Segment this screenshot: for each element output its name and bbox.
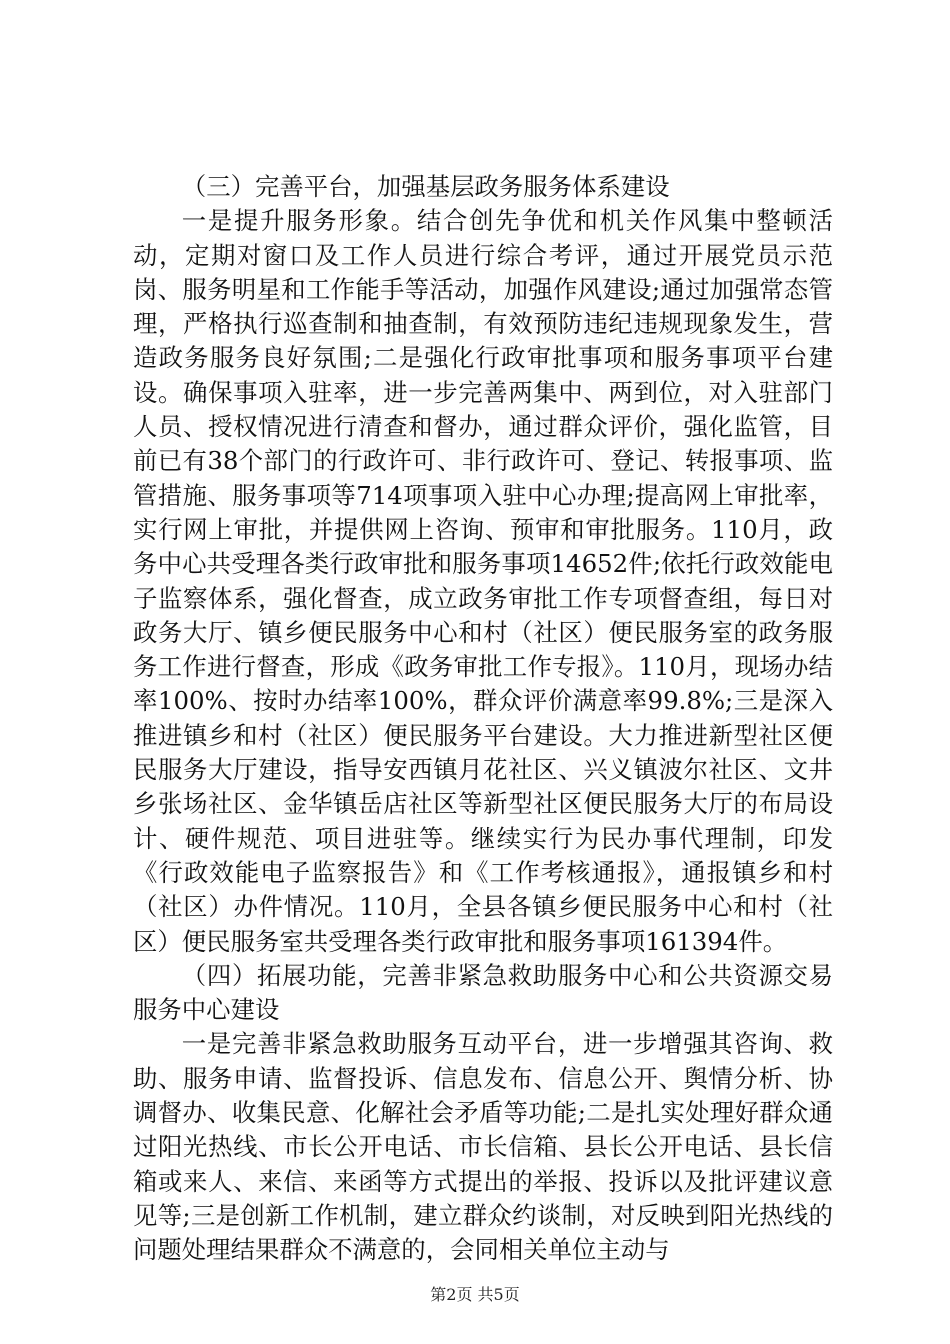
body-paragraph: 一是完善非紧急救助服务互动平台，进一步增强其咨询、救助、服务申请、监督投诉、信息发布、信息公开、舆情分析、协调督办、收集民意、化解社会矛盾等功能;二是扎实处理好群众通过阳光热线、市长公开电话、市长信箱、县长公开电话、县长信箱或来人、来信、来函等方式提出的举报、投诉以及批评建议意见等;三是创新工作机制，建立群众约谈制，对反映到阳光热线的问题处理结果群众不满意的，会同相关单位主动与 bbox=[133, 1029, 833, 1265]
section-heading-3: （三）完善平台，加强基层政务服务体系建设 bbox=[181, 172, 670, 201]
body-paragraph: 一是提升服务形象。结合创先争优和机关作风集中整顿活动，定期对窗口及工作人员进行综合考评，通过开展党员示范岗、服务明星和工作能手等活动，加强作风建设;通过加强常态管理，严格执行巡查制和抽查制，有效预防违纪违规现象发生，营造政务服务良好氛围;二是强化行政审批事项和服务事项平台建设。确保事项入驻率，进一步完善两集中、两到位，对入驻部门人员、授权情况进行清查和督办，通过群众评价，强化监管，目前已有38个部门的行政许可、非行政许可、登记、转报事项、监管措施、服务事项等714项事项入驻中心办理;提高网上审批率，实行网上审批，并提供网上咨询、预审和审批服务。110月，政务中心共受理各类行政审批和服务事项14652件;依托行政效能电子监察体系，强化督查，成立政务审批工作专项督查组，每日对政务大厅、镇乡便民服务中心和村（社区）便民服务室的政务服务工作进行督查，形成《政务审批工作专报》。110月，现场办结率100%、按时办结率100%，群众评价满意率99.8%;三是深入推进镇乡和村（社区）便民服务平台建设。大力推进新型社区便民服务大厅建设，指导安西镇月花社区、兴义镇波尔社区、文井乡张场社区、金华镇岳店社区等新型社区便民服务大厅的布局设计、硬件规范、项目进驻等。继续实行为民办事代理制，印发《行政效能电子监察报告》和《工作考核通报》，通报镇乡和村（社区）办件情况。110月，全县各镇乡便民服务中心和村（社区）便民服务室共受理各类行政审批和服务事项161394件。 bbox=[133, 206, 833, 956]
page-footer: 第2页 共5页 bbox=[430, 1285, 520, 1304]
document-body bbox=[133, 170, 833, 1268]
section-heading-4: （四）拓展功能，完善非紧急救助服务中心和公共资源交易服务中心建设 bbox=[133, 960, 833, 1025]
